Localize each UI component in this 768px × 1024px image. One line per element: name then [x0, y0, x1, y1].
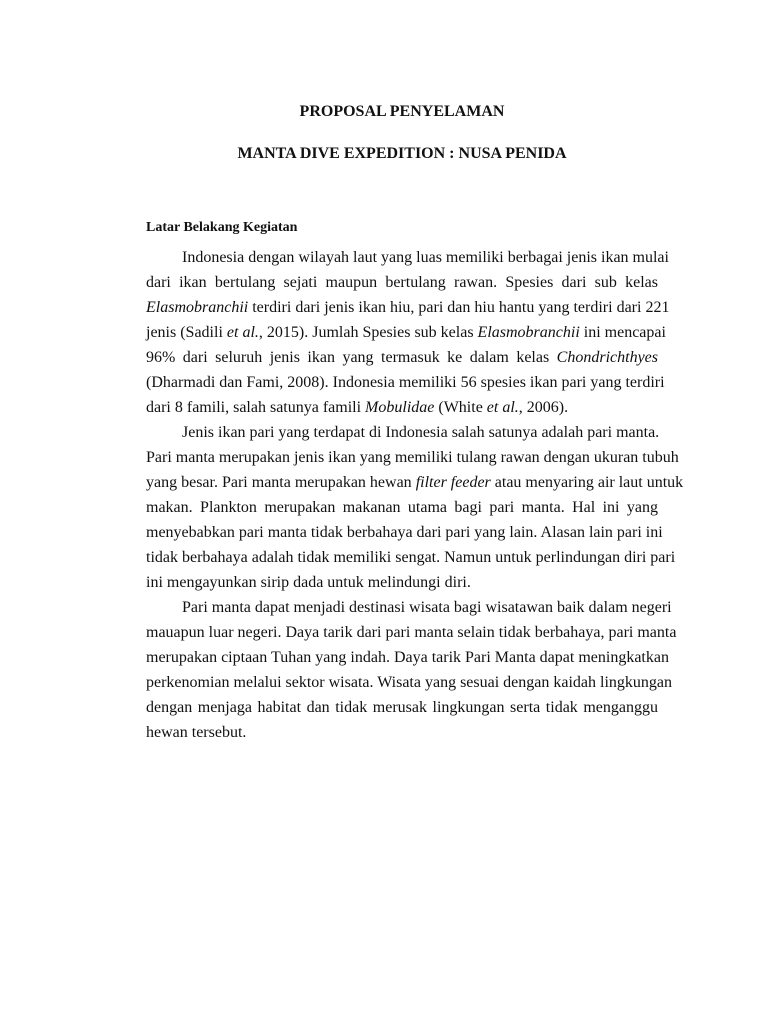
- paragraph-line: dengan menjaga habitat dan tidak merusak lingkungan serta tidak menganggu: [146, 699, 658, 716]
- paragraph-line: perkenomian melalui sektor wisata. Wisata yang sesuai dengan kaidah lingkungan: [146, 674, 673, 691]
- paragraph-line: mauapun luar negeri. Daya tarik dari pari manta selain tidak berbahaya, pari manta: [146, 624, 677, 641]
- paragraph-line: tidak berbahaya adalah tidak memiliki sengat. Namun untuk perlindungan diri pari: [146, 549, 676, 566]
- paragraph: [146, 599, 677, 749]
- section-heading: Latar Belakang Kegiatan: [146, 220, 298, 235]
- paragraph: [146, 424, 684, 599]
- paragraph-line: dari ikan bertulang sejati maupun bertulang rawan. Spesies dari sub kelas: [146, 274, 658, 291]
- document-subtitle: MANTA DIVE EXPEDITION : NUSA PENIDA: [237, 145, 567, 162]
- paragraph-line: hewan tersebut.: [146, 724, 247, 741]
- paragraph-line: makan. Plankton merupakan makanan utama bagi pari manta. Hal ini yang: [146, 499, 658, 516]
- paragraph-line: menyebabkan pari manta tidak berbahaya dari pari yang lain. Alasan lain pari ini: [146, 524, 663, 541]
- document-title: PROPOSAL PENYELAMAN: [299, 103, 505, 120]
- paragraph-line: Pari manta dapat menjadi destinasi wisata bagi wisatawan baik dalam negeri: [182, 599, 672, 616]
- paragraph-line: Jenis ikan pari yang terdapat di Indonesia salah satunya adalah pari manta.: [182, 424, 660, 441]
- paragraph-line: jenis (Sadili et al., 2015). Jumlah Spesies sub kelas Elasmobranchii ini mencapai: [146, 324, 666, 341]
- paragraph-line: Pari manta merupakan jenis ikan yang memiliki tulang rawan dengan ukuran tubuh: [146, 449, 679, 466]
- paragraph-line: Elasmobranchii terdiri dari jenis ikan hiu, pari dan hiu hantu yang terdiri dari 221: [146, 299, 670, 316]
- paragraph-line: merupakan ciptaan Tuhan yang indah. Daya tarik Pari Manta dapat meningkatkan: [146, 649, 669, 666]
- body-text: [146, 249, 684, 749]
- paragraph-line: (Dharmadi dan Fami, 2008). Indonesia memiliki 56 spesies ikan pari yang terdiri: [146, 374, 665, 391]
- paragraph-line: Indonesia dengan wilayah laut yang luas memiliki berbagai jenis ikan mulai: [182, 249, 669, 266]
- paragraph-line: 96% dari seluruh jenis ikan yang termasuk ke dalam kelas Chondrichthyes: [146, 349, 658, 366]
- paragraph-line: yang besar. Pari manta merupakan hewan filter feeder atau menyaring air laut untuk: [146, 474, 684, 491]
- paragraph-line: ini mengayunkan sirip dada untuk melindungi diri.: [146, 574, 471, 591]
- paragraph-line: dari 8 famili, salah satunya famili Mobulidae (White et al., 2006).: [146, 399, 569, 416]
- paragraph: [146, 249, 670, 424]
